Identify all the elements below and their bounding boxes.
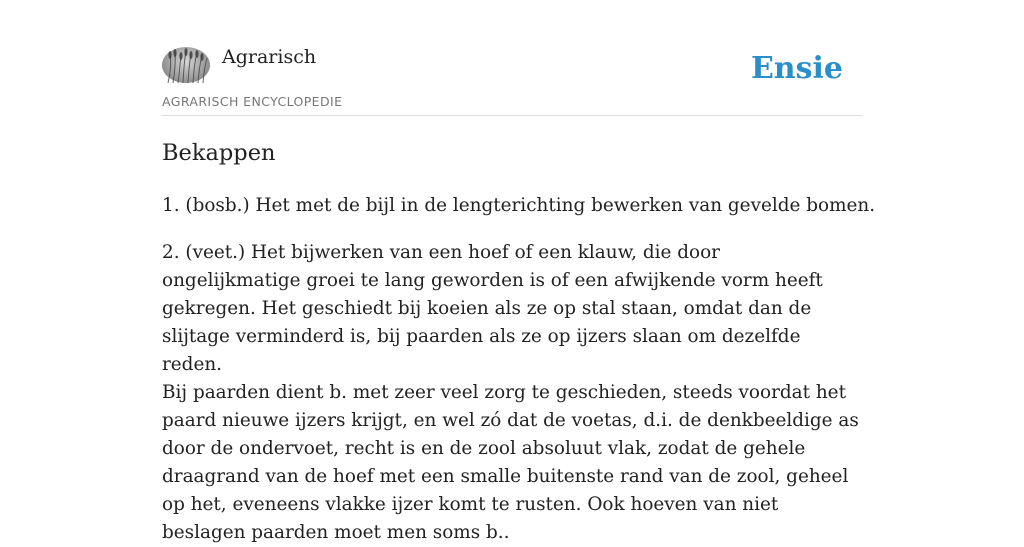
article-title: Bekappen <box>162 140 276 166</box>
definition-paragraph: Bij paarden dient b. met zeer veel zorg te geschieden, steeds voordat het paard nieuwe ijzers krijgt, en wel zó dat de voetas, d.i. de denkbeeldige as door de ondervoet, recht is en de zool absoluut vlak, zodat de gehele draagrand van de hoef met een smalle buitenste rand van de zool, geheel op het, eveneens vlakke ijzer komt te rusten. Ook hoeven van niet beslagen paarden moet men soms b.. <box>162 382 859 543</box>
definition-paragraph: 1. (bosb.) Het met de bijl in de lengterichting bewerken van gevelde bomen. <box>162 195 876 216</box>
wheat-field-icon[interactable] <box>162 47 210 83</box>
site-subtitle: AGRARISCH ENCYCLOPEDIE <box>162 94 343 109</box>
site-header <box>162 0 862 116</box>
page <box>162 0 876 543</box>
brand-logo-link[interactable]: Ensie <box>750 51 843 86</box>
site-name[interactable]: Agrarisch <box>222 46 317 68</box>
definition-paragraph: 2. (veet.) Het bijwerken van een hoef of een klauw, die door ongelijkmatige groei te lang geworden is of een afwijkende vorm heeft gekregen. Het geschiedt bij koeien als ze op stal staan, omdat dan de slijtage verminderd is, bij paarden als ze op ijzers slaan om dezelfde reden. <box>162 242 823 375</box>
